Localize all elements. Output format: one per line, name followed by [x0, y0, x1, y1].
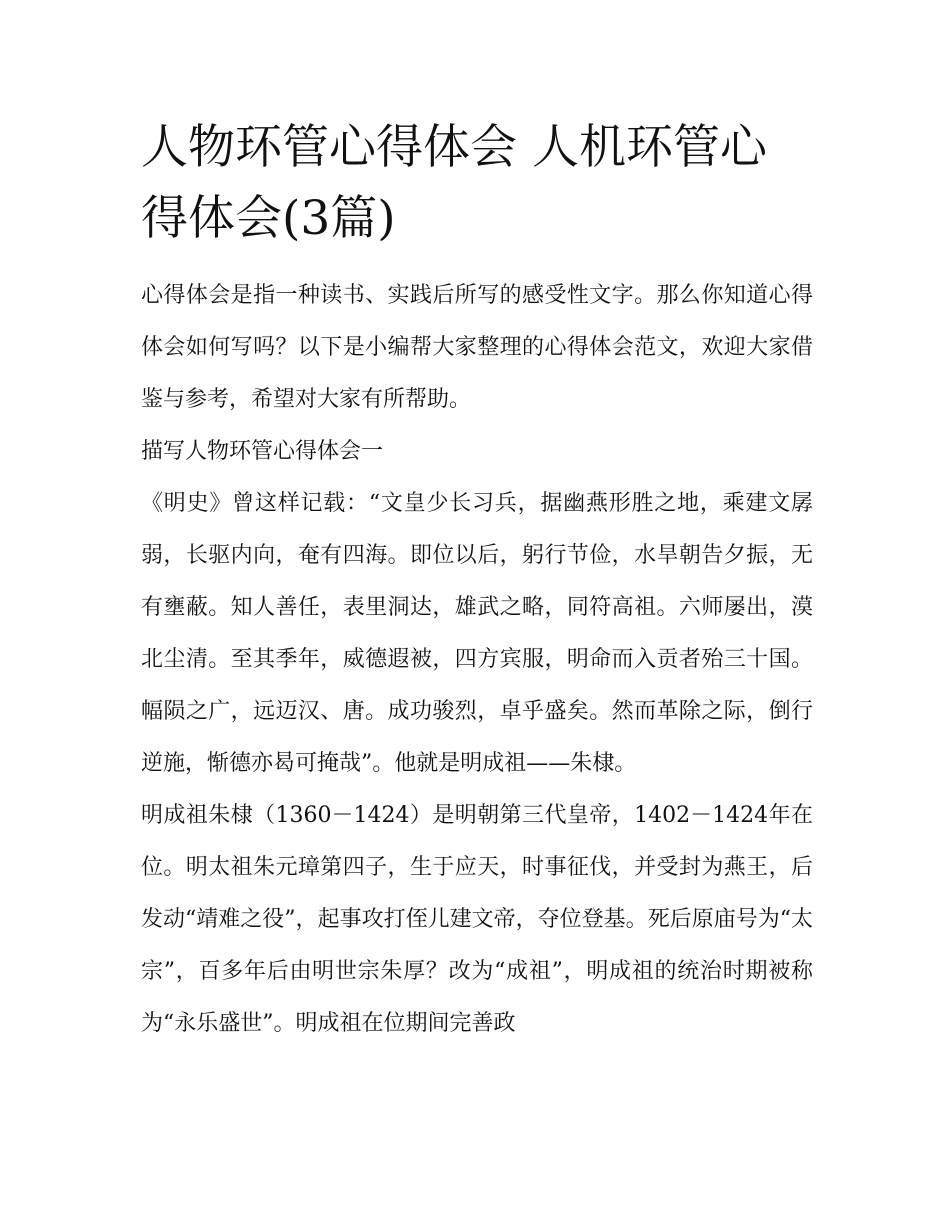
intro-paragraph: 心得体会是指一种读书、实践后所写的感受性文字。那么你知道心得体会如何写吗？以下是小编帮大家整理的心得体会范文，欢迎大家借鉴与参考，希望对大家有所帮助。	[141, 283, 813, 412]
body-paragraph: 明成祖朱棣（1360－1424）是明朝第三代皇帝，1402－1424年在位。明太祖朱元璋第四子，生于应天，时事征伐，并受封为燕王，后发动“靖难之役”，起事攻打侄儿建文帝，夺位登基。死后原庙号为“太宗”，百多年后由明世宗朱厚？改为“成祖”，明成祖的统治时期被称为“永乐盛世”。明成祖在位期间完善政	[141, 803, 813, 1036]
section-heading: 描写人物环管心得体会一	[141, 439, 384, 464]
body-paragraph: 《明史》曾这样记载：“文皇少长习兵，据幽燕形胜之地，乘建文孱弱，长驱内向，奄有四海。即位以后，躬行节俭，水旱朝告夕振，无有壅蔽。知人善任，表里洞达，雄武之略，同符高祖。六师屡出，漠北尘清。至其季年，威德遐被，四方宾服，明命而入贡者殆三十国。幅陨之广，远迈汉、唐。成功骏烈，卓乎盛矣。然而革除之际，倒行逆施，惭德亦曷可掩哉”。他就是明成祖——朱棣。	[141, 491, 813, 776]
document-page	[141, 112, 813, 1050]
document-title: 人物环管心得体会 人机环管心得体会(3篇)	[141, 120, 767, 246]
